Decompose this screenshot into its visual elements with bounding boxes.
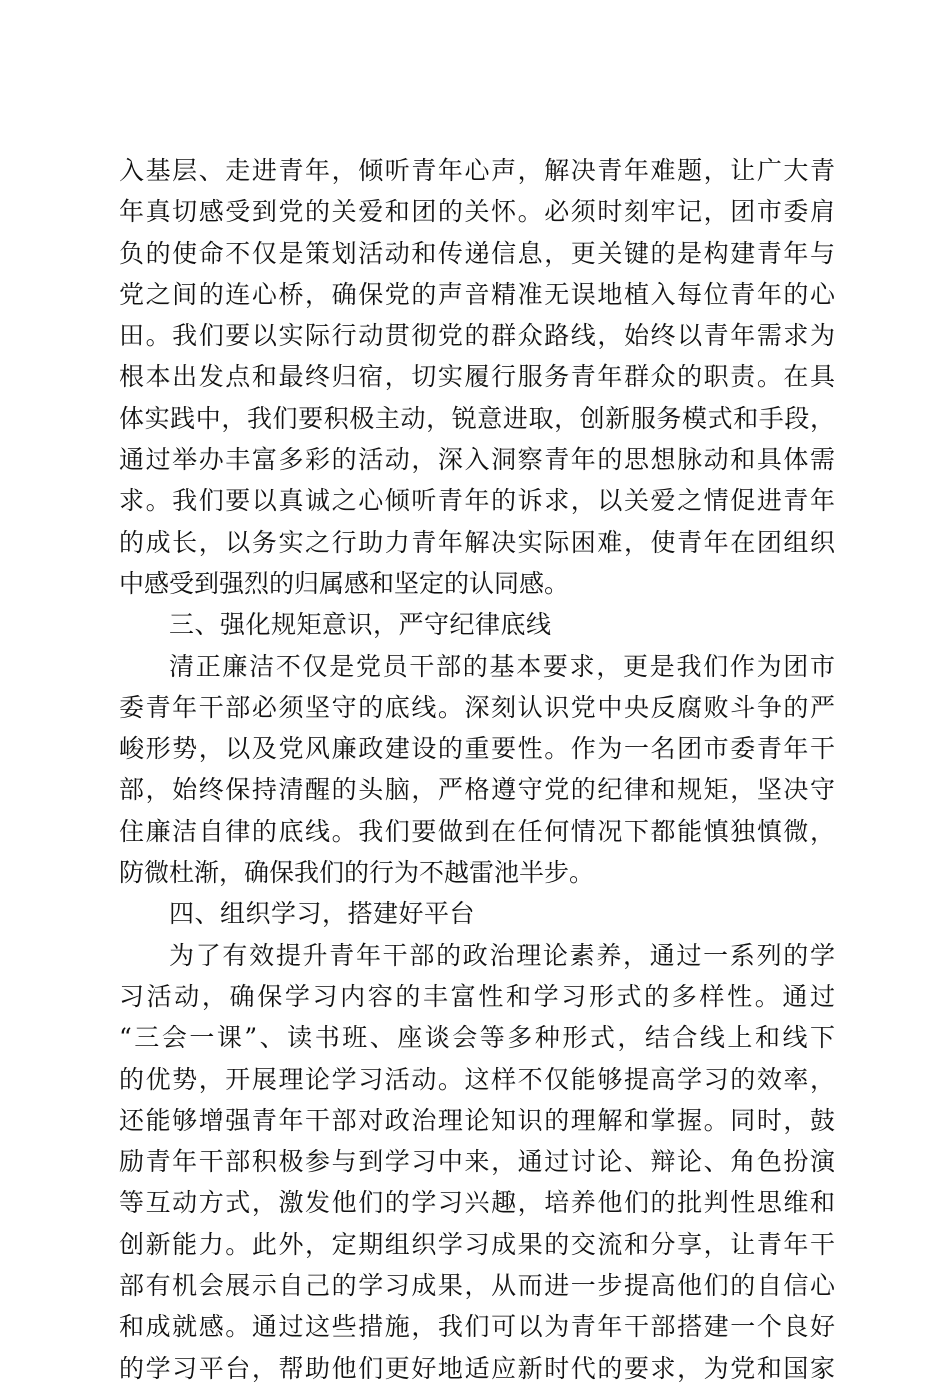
section-heading: 三、强化规矩意识，严守纪律底线 (169, 610, 552, 640)
text-line: 党之间的连心桥，确保党的声音精准无误地植入每位青年的心 (119, 279, 835, 309)
text-line: 田。我们要以实际行动贯彻党的群众路线，始终以青年需求为 (119, 321, 835, 351)
text-line: 防微杜渐，确保我们的行为不越雷池半步。 (119, 858, 595, 888)
text-line: 年真切感受到党的关爱和团的关怀。必须时刻牢记，团市委肩 (119, 197, 835, 227)
text-line: “三会一课”、读书班、座谈会等多种形式，结合线上和线下 (119, 1023, 835, 1053)
paragraph-continuation (119, 150, 835, 604)
text-line: 通过举办丰富多彩的活动，深入洞察青年的思想脉动和具体需 (119, 445, 835, 475)
text-line: 委青年干部必须坚守的底线。深刻认识党中央反腐败斗争的严 (119, 692, 835, 722)
text-line: 的学习平台，帮助他们更好地适应新时代的要求，为党和国家 (119, 1353, 835, 1383)
text-line: 习活动，确保学习内容的丰富性和学习形式的多样性。通过 (119, 981, 835, 1011)
text-line: 求。我们要以真诚之心倾听青年的诉求，以关爱之情促进青年 (119, 486, 835, 516)
text-line: 还能够增强青年干部对政治理论知识的理解和掌握。同时，鼓 (119, 1105, 835, 1135)
text-line: 的优势，开展理论学习活动。这样不仅能够提高学习的效率， (119, 1064, 835, 1094)
text-line: 体实践中，我们要积极主动，锐意进取，创新服务模式和手段， (119, 403, 835, 433)
text-line: 峻形势，以及党风廉政建设的重要性。作为一名团市委青年干 (119, 734, 835, 764)
text-line: 为了有效提升青年干部的政治理论素养，通过一系列的学 (169, 940, 835, 970)
section-heading: 四、组织学习，搭建好平台 (169, 899, 476, 929)
text-line: 入基层、走进青年，倾听青年心声，解决青年难题，让广大青 (119, 156, 835, 185)
text-line: 住廉洁自律的底线。我们要做到在任何情况下都能慎独慎微， (119, 816, 835, 846)
text-line: 部，始终保持清醒的头脑，严格遵守党的纪律和规矩，坚决守 (119, 775, 835, 805)
text-line: 部有机会展示自己的学习成果，从而进一步提高他们的自信心 (119, 1271, 835, 1301)
text-line: 中感受到强烈的归属感和坚定的认同感。 (119, 568, 570, 598)
text-line: 的成长，以务实之行助力青年解决实际困难，使青年在团组织 (119, 527, 835, 557)
text-line: 负的使命不仅是策划活动和传递信息，更关键的是构建青年与 (119, 238, 835, 268)
text-line: 励青年干部积极参与到学习中来，通过讨论、辩论、角色扮演 (119, 1147, 835, 1177)
text-line: 创新能力。此外，定期组织学习成果的交流和分享，让青年干 (119, 1229, 835, 1259)
document-body (119, 150, 835, 1389)
text-line: 和成就感。通过这些措施，我们可以为青年干部搭建一个良好 (119, 1312, 835, 1342)
text-line: 清正廉洁不仅是党员干部的基本要求，更是我们作为团市 (169, 651, 835, 681)
text-line: 等互动方式，激发他们的学习兴趣，培养他们的批判性思维和 (119, 1188, 835, 1218)
section-four (119, 893, 835, 1389)
section-three (119, 604, 835, 893)
text-line: 根本出发点和最终归宿，切实履行服务青年群众的职责。在具 (119, 362, 835, 392)
